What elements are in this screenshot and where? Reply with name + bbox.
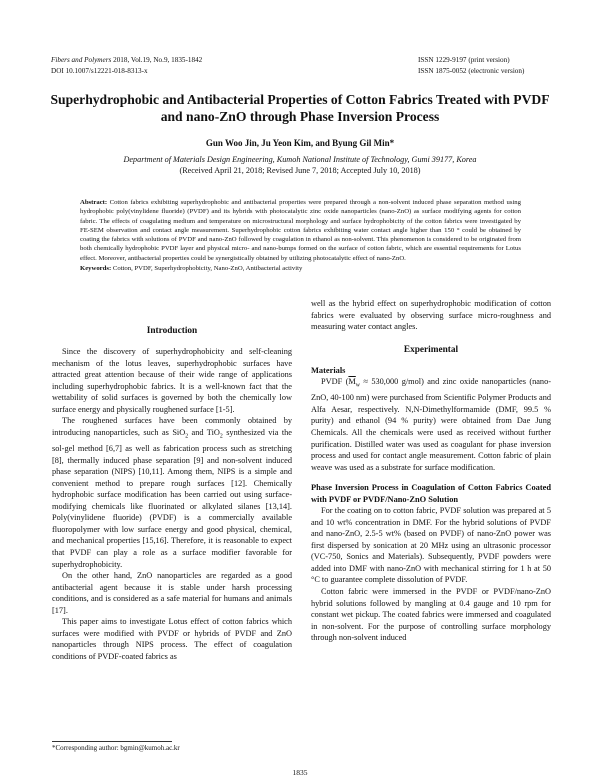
authors: Gun Woo Jin, Ju Yeon Kim, and Byung Gil Min*: [205, 138, 395, 148]
intro-paragraph-2: The roughened surfaces have been commonly obtained by introducing nanoparticles, such as SiO$_2$ and TiO$_2$ synthesized via the sol-gel method [6,7] as well as fabrication process such as stretching [8], thermally induced phase separation [9] and non-solvent induced phase separation (NIPS) [10,11]. Among them, NIPS is a simple and convenient method to prepare rough surfaces [12]. Chemically hydrophobic surface modification has been carried out using surface-modifying chemicals like fluorinated or alkylated silanes [13,14]. Poly(vinylidene fluoride) (PVDF) is a commercially available fluoropolymer with low surface energy and good physical, chemical, and mechanical properties [15,16]. Therefore, it is reasonable to expect that PVDF can play a role as a surface modifier favorable for superhydrophobicity.: [52, 416, 292, 569]
intro-paragraph-4-cont: well as the hybrid effect on superhydrophobic modification of cotton fabrics were evaluated by observing surface micro-roughness and measuring water contact angles.: [311, 299, 551, 332]
keywords-label: Keywords:: [80, 265, 112, 272]
phase-inversion-paragraph-2: Cotton fabric were immersed in the PVDF or PVDF/nano-ZnO hybrid solutions followed by mangling at 0.4 gauge and 10 rpm for constant wet pickup. The coated fabrics were immersed and coagulated in non-solvent. For the purpose of controlling surface morphology through non-solvent induced: [311, 587, 551, 643]
abstract: [80, 198, 521, 263]
issn-header: [418, 55, 524, 76]
introduction-heading: Introduction: [146, 326, 198, 336]
affiliation-block: [40, 154, 560, 176]
intro-paragraph-1: Since the discovery of superhydrophobicity and self-cleaning mechanism of the lotus leaves, superhydrophobic surfaces have attracted great attention because of their wide range of applications including superhydrophobic fabrics. It is a well-known fact that the wettability of solid surfaces is governed by both the chemically low surface energy and physically roughened surface [1-5].: [52, 347, 292, 414]
corresponding-author: *Corresponding author: bgmin@kumoh.ac.kr: [52, 744, 180, 752]
journal-name: Fibers and Polymers: [51, 56, 112, 64]
journal-header: [51, 55, 202, 76]
intro-paragraph-3: On the other hand, ZnO nanoparticles are regarded as a good antibacterial agent because it is stable under harsh processing conditions, and is considered as a safe material for humans and animals [17].: [52, 571, 292, 615]
citation: 2018, Vol.19, No.9, 1835-1842: [111, 56, 203, 64]
page-number: 1835: [292, 768, 308, 777]
abstract-label: Abstract:: [80, 199, 108, 206]
phase-inversion-heading: Phase Inversion Process in Coagulation of Cotton Fabrics Coated with PVDF or PVDF/Nano-ZnO Solution: [311, 483, 551, 504]
abstract-text: Cotton fabrics exhibiting superhydrophobic and antibacterial properties were prepared through a non-solvent induced phase separation method using hydrophobic poly(vinylidene fluoride) (PVDF) and its hybrids with photocatalytic zinc oxide nanoparticles (nano-ZnO) as surface modifying agents for cotton fabric. The effects of coagulating medium and temperature on microstructural morphology and surface hydrophobicity of the cotton fabrics were investigated by FE-SEM observation and contact angle measurement. Superhydrophobic cotton fabrics exhibiting water contact angle higher than 150 ° could be obtained by coating the fabrics with solutions of PVDF and nano-ZnO followed by coagulation in ethanol as non-solvent. This phenomenon is considered to be originated from both chemically hydrophobic PVDF layer and physical micro- and nano-bumps formed on the surface of cotton fabric, which are essential requirements for Lotus effect. Moreover, antibacterial properties could be synergistically obtained by utilizing photocatalytic effect of nano-ZnO.: [80, 199, 521, 262]
right-column: [311, 298, 551, 644]
issn-print: ISSN 1229-9197 (print version): [418, 56, 510, 64]
materials-paragraph: PVDF ($\overline{M}_w \approx 530,000$ g/mol) and zinc oxide nanoparticles (nano-ZnO, 40-100 nm) were purchased from Scientific Polymer Products and Alfa Aesar, respectively. N,N-Dimethylformamide (DMF, 99.5 % purity) and ethanol (94 % purity) were obtained from Dae Jung Chemicals. All the chemicals were used as received without further purification. Distilled water was used as coagulant for phase inversion process and used for contact angle measurement. Cotton fabric of plain weave was used as a substrate for surface modification.: [311, 377, 551, 472]
keywords: [80, 264, 521, 273]
received-dates: (Received April 21, 2018; Revised June 7, 2018; Accepted July 10, 2018): [179, 166, 421, 175]
materials-heading: Materials: [311, 365, 346, 375]
paper-title: Superhydrophobic and Antibacterial Properties of Cotton Fabrics Treated with PVDF and nano-ZnO through Phase Inversion Process: [50, 92, 550, 124]
left-column: [52, 323, 292, 662]
doi: DOI 10.1007/s12221-018-8313-x: [51, 66, 148, 75]
affiliation: Department of Materials Design Engineering, Kumoh National Institute of Technology, Gumi 39177, Korea: [123, 155, 477, 164]
keywords-text: Cotton, PVDF, Superhydrophobicity, Nano-ZnO, Antibacterial activity: [111, 265, 303, 272]
phase-inversion-paragraph-1: For the coating on to cotton fabric, PVDF solution was prepared at 5 and 10 wt% concentration in DMF. For the hybrid solutions of PVDF and nano-ZnO, 2.5-5 wt% (based on PVDF) of nano-ZnO power was first dispersed by sonication at 20 MHz using an ultrasonic processor (VC-750, Sonics and Materials). Subsequently, PVDF powders were added into DMF with nano-ZnO with mechanical stirring for 1 h at 50 °C to guarantee complete dissolution of PVDF.: [311, 506, 551, 585]
footnote-rule: [52, 741, 172, 742]
experimental-heading: Experimental: [403, 344, 459, 355]
intro-paragraph-4: This paper aims to investigate Lotus effect of cotton fabrics which surfaces were modified with PVDF or hybrids of PVDF and ZnO nanoparticles through NIPS process. The effect of coagulation conditions of PVDF-coated fabrics as: [52, 617, 292, 661]
issn-electronic: ISSN 1875-0052 (electronic version): [418, 66, 525, 75]
